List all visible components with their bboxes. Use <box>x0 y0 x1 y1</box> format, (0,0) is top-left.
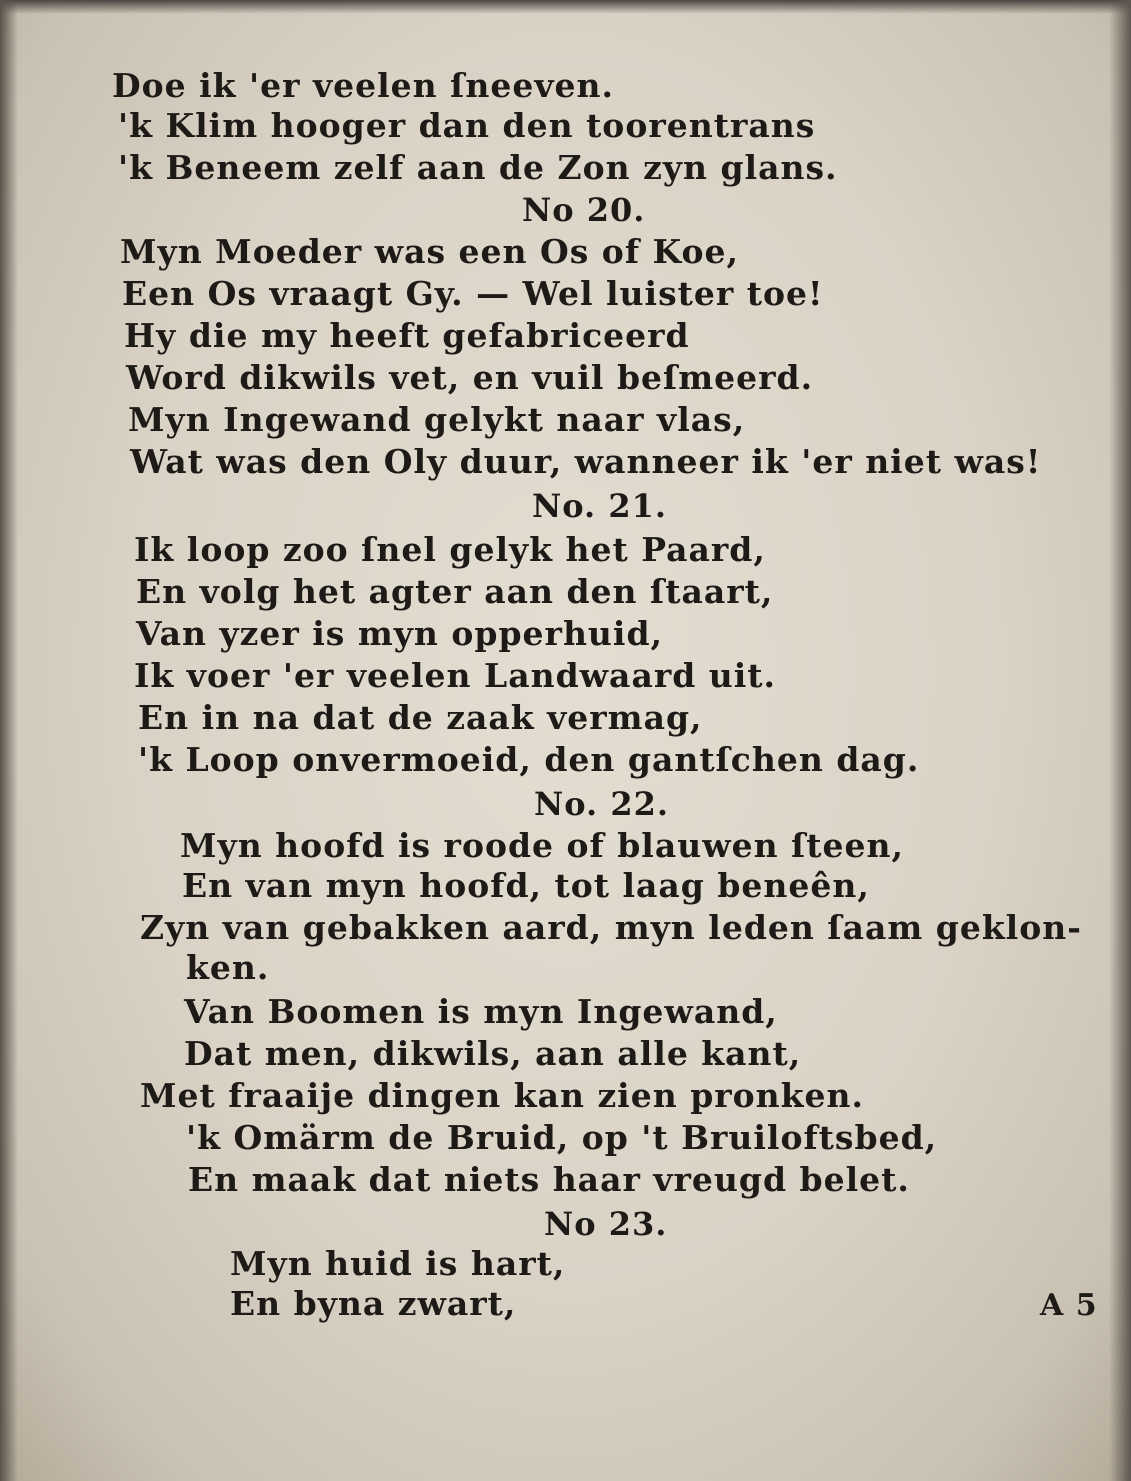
verse-line: Van yzer is myn opperhuid, <box>136 614 664 653</box>
page-edge-top <box>0 0 1131 14</box>
riddle-number-20: No 20. <box>522 191 646 229</box>
verse-line: Word dikwils vet, en vuil beſmeerd. <box>126 358 814 397</box>
verse-line: Myn huid is hart, <box>230 1244 566 1283</box>
page-edge-right <box>1109 0 1131 1481</box>
verse-line: En maak dat niets haar vreugd belet. <box>188 1160 910 1199</box>
verse-line: 'k Beneem zelf aan de Zon zyn glans. <box>118 148 838 187</box>
verse-line: ken. <box>186 948 270 987</box>
verse-line: 'k Loop onvermoeid, den gantſchen dag. <box>138 740 920 779</box>
verse-line: Doe ik 'er veelen ſneeven. <box>112 66 614 105</box>
verse-line: En in na dat de zaak vermag, <box>138 698 703 737</box>
catchword-signature: A 5 <box>1040 1288 1098 1323</box>
verse-line: Zyn van gebakken aard, myn leden ſaam geklon- <box>140 908 1082 947</box>
verse-line: Dat men, dikwils, aan alle kant, <box>184 1034 802 1073</box>
page-edge-left <box>0 0 18 1481</box>
riddle-number-23: No 23. <box>544 1205 668 1243</box>
verse-line: Myn Moeder was een Os of Koe, <box>120 232 739 271</box>
riddle-number-21: No. 21. <box>532 487 667 525</box>
verse-line: Een Os vraagt Gy. — Wel luister toe! <box>122 274 824 313</box>
verse-line: En byna zwart, <box>230 1284 517 1323</box>
verse-line: Met fraaije dingen kan zien pronken. <box>140 1076 865 1115</box>
verse-line: Hy die my heeft gefabriceerd <box>124 316 690 355</box>
verse-line: 'k Klim hooger dan den toorentrans <box>118 106 816 145</box>
verse-line: Myn Ingewand gelykt naar vlas, <box>128 400 746 439</box>
verse-line: Van Boomen is myn Ingewand, <box>184 992 778 1031</box>
verse-line: En van myn hoofd, tot laag beneên, <box>182 866 870 905</box>
verse-line: 'k Omärm de Bruid, op 't Bruiloftsbed, <box>186 1118 938 1157</box>
verse-line: Ik voer 'er veelen Landwaard uit. <box>134 656 777 695</box>
riddle-number-22: No. 22. <box>534 785 669 823</box>
verse-line: Ik loop zoo ſnel gelyk het Paard, <box>134 530 766 569</box>
verse-line: Myn hoofd is roode of blauwen ſteen, <box>180 826 905 865</box>
verse-line: En volg het agter aan den ſtaart, <box>136 572 774 611</box>
verse-line: Wat was den Oly duur, wanneer ik 'er niet was! <box>130 442 1042 481</box>
